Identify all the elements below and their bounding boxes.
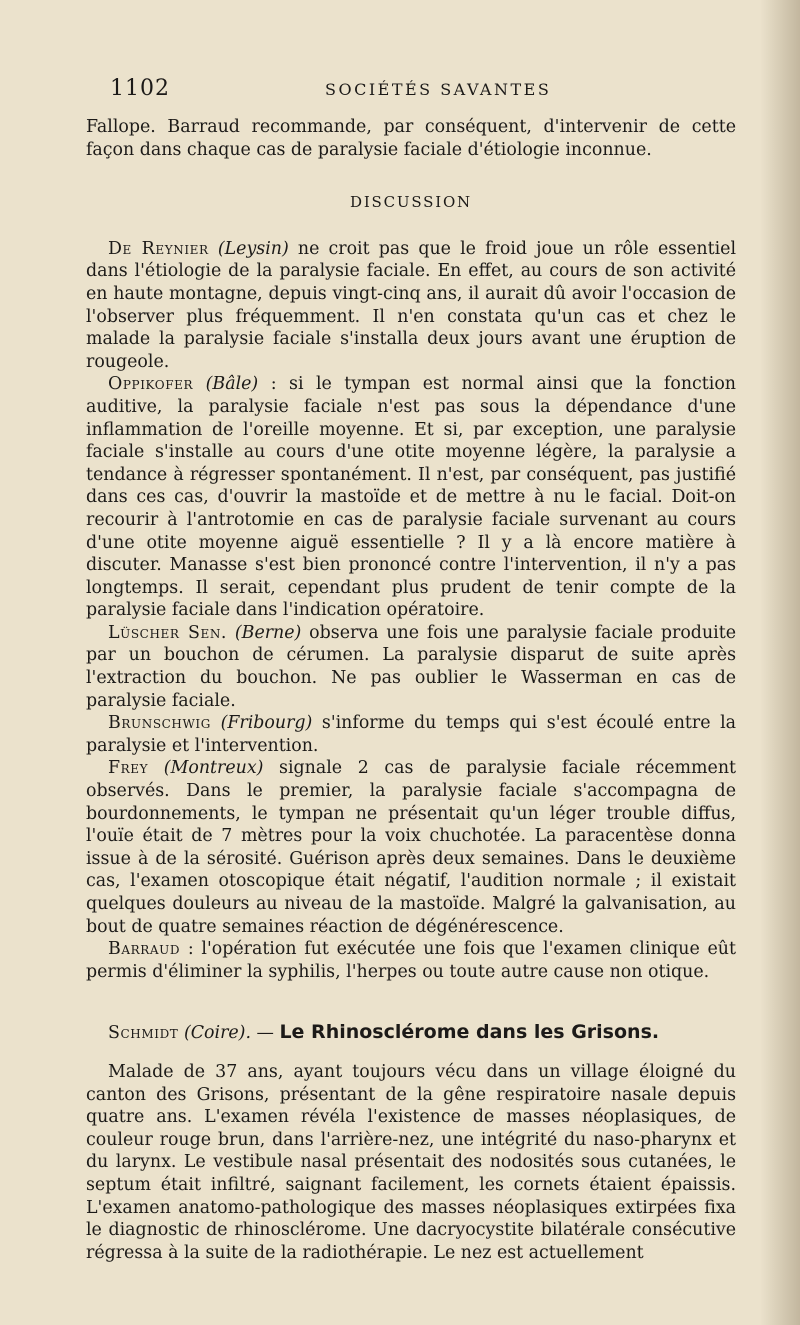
discussion-entry — [86, 373, 736, 622]
entry-text: : l'opération fut exécutée une fois que l'examen clinique eût permis d'éliminer la syphilis, l'herpes ou toute autre cause non otique. — [86, 939, 736, 982]
speaker-place: (Leysin) — [217, 238, 289, 259]
discussion-entry — [86, 622, 736, 712]
speaker-place: (Montreux) — [163, 758, 264, 779]
body-text — [86, 116, 736, 1264]
speaker-place: (Fribourg) — [220, 713, 313, 734]
entry-text: ne croit pas que le froid joue un rôle essentiel dans l'étiologie de la paralysie faciale. En effet, au cours de son activité en haute montagne, depuis vingt-cinq ans, il aurait dû avoir l'occasion de l'observer plus fréquemment. Il n'en constata qu'un cas et chez le malade la paralysie faciale s'installa deux jours avant une éruption de rougeole. — [86, 238, 737, 372]
discussion-entry — [86, 238, 736, 374]
speaker-name: Lüscher Sen. — [108, 622, 228, 643]
article-place: (Coire). — [183, 1023, 251, 1044]
discussion-heading: DISCUSSION — [350, 193, 472, 212]
entry-text: s'informe du temps qui s'est écoulé entre la paralysie et l'intervention. — [86, 713, 737, 756]
page-header — [110, 76, 630, 106]
speaker-place: (Bâle) — [205, 374, 259, 395]
page-edge-shadow — [760, 0, 800, 1325]
article-author: Schmidt — [108, 1023, 179, 1044]
discussion-entry — [86, 757, 736, 938]
page-number: 1102 — [110, 76, 170, 101]
entry-text: : si le tympan est normal ainsi que la fonction auditive, la paralysie faciale n'est pas sous la dépendance d'une inflammation de l'oreille moyenne. Et si, par exception, une paralysie faciale s'installe au cours d'une otite moyenne légère, la paralysie a tendance à régresser spontanément. Il n'est, par conséquent, pas justifié dans ces cas, d'ouvrir la mastoïde et de mettre à nu le facial. Doit-on recourir à l'antrotomie en cas de paralysie faciale survenant au cours d'une otite moyenne aiguë essentielle ? Il y a là encore matière à discuter. Manasse s'est bien prononcé contre l'intervention, il n'y a pas longtemps. Il serait, cependant plus prudent de tenir compte de la paralysie faciale dans l'indication opératoire. — [86, 374, 736, 621]
speaker-name: Brunschwig — [108, 713, 211, 734]
entry-text: signale 2 cas de paralysie faciale récemment observés. Dans le premier, la paralysie faciale s'accompagna de bourdonnements, le tympan ne présentait qu'un léger trouble diffus, l'ouïe était de 7 mètres pour la voix chuchotée. La paracentèse donna issue à de la sérosité. Guérison après deux semaines. Dans le deuxième cas, l'examen otoscopique était négatif, l'audition normale ; il existait quelques douleurs au niveau de la mastoïde. Malgré la galvanisation, au bout de quatre semaines réaction de dégénérescence. — [86, 758, 737, 937]
article-separator: — — [251, 1023, 280, 1044]
speaker-name: De Reynier — [108, 238, 209, 259]
article-title: Le Rhinosclérome dans les Grisons. — [279, 1021, 660, 1044]
speaker-name: Barraud — [108, 939, 181, 960]
entry-text: observa une fois une paralysie faciale produite par un bouchon de cérumen. La paralysie disparut de suite après l'extraction du bouchon. Ne pas oublier le Wasserman en cas de paralysie faciale. — [86, 622, 736, 711]
speaker-name: Oppikofer — [108, 374, 194, 395]
discussion-entry — [86, 712, 736, 757]
article-heading — [86, 1021, 736, 1045]
article-paragraph: Malade de 37 ans, ayant toujours vécu dans un village éloigné du canton des Grisons, présentant de la gêne respiratoire nasale depuis quatre ans. L'examen révéla l'existence de masses néoplasiques, de couleur rouge brun, dans l'arrière-nez, une intégrité du naso-pharynx et du larynx. Le vestibule nasal présentait des nodosités sous cutanées, le septum était infiltré, saignant facilement, les cornets étaient épaissis. L'examen anatomo-pathologique des masses néoplasiques extirpées fixa le diagnostic de rhinosclérome. Une dacryocystite bilatérale consécutive régressa à la suite de la radiothérapie. Le nez est actuellement — [86, 1061, 736, 1263]
speaker-name: Frey — [108, 758, 149, 779]
speaker-place: (Berne) — [234, 622, 302, 643]
opening-paragraph: Fallope. Barraud recommande, par conséquent, d'intervenir de cette façon dans chaque cas de paralysie faciale d'étiologie inconnue. — [86, 117, 736, 160]
discussion-entry — [86, 938, 736, 983]
running-head: SOCIÉTÉS SAVANTES — [325, 80, 552, 99]
